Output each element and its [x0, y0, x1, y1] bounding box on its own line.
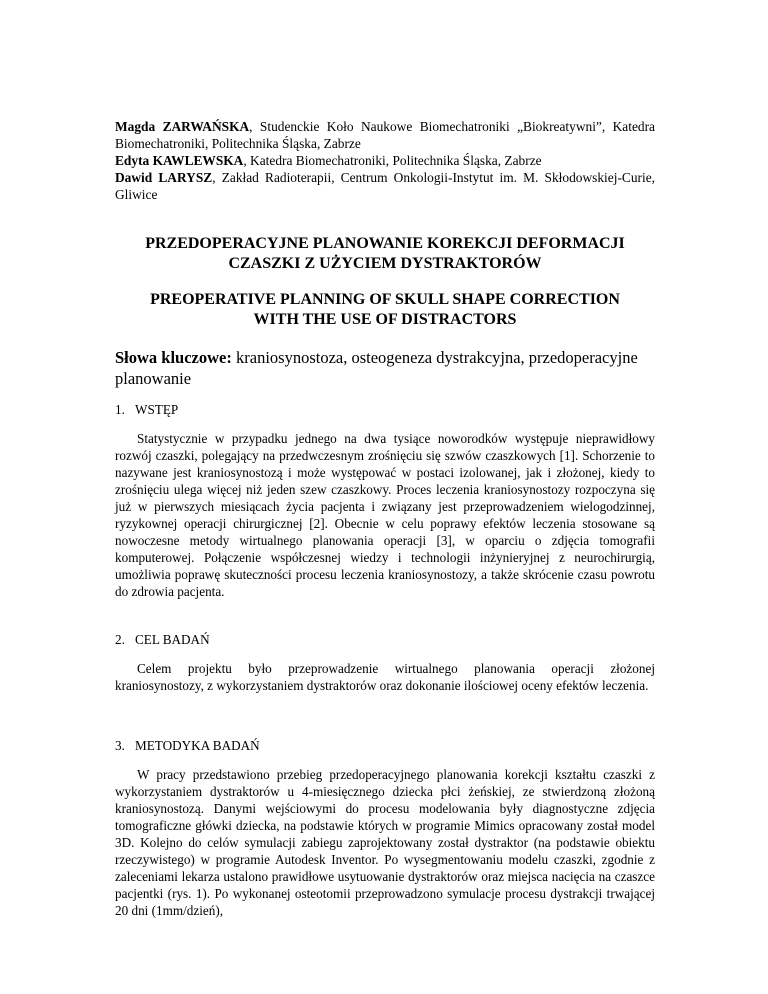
section-number: 1.: [115, 402, 125, 417]
author-name: Magda ZARWAŃSKA: [115, 119, 250, 134]
section-title: WSTĘP: [135, 402, 179, 417]
author-affiliation: , Zakład Radioterapii, Centrum Onkologii-Instytut im. M. Skłodowskiej-Curie, Gliwice: [115, 170, 655, 202]
author-name: Dawid LARYSZ: [115, 170, 213, 185]
author-list: [115, 118, 655, 203]
author-entry: [115, 169, 655, 203]
author-affiliation: , Katedra Biomechatroniki, Politechnika Śląska, Zabrze: [243, 153, 542, 168]
title-english: [100, 290, 670, 330]
section-body-methods: W pracy przedstawiono przebieg przedoperacyjnego planowania korekcji kształtu czaszki z wykorzystaniem dystraktorów u 4-miesięcznego dziecka płci żeńskiej, ze stwierdzoną złożoną kraniosynostozą. Danymi wejściowymi do procesu modelowania były diagnostyczne zdjęcia tomograficzne główki dziecka, na podstawie których w programie Mimics opracowany został model 3D. Kolejno do celów symulacji zabiegu zaprojektowany został dystraktor (na podstawie obiektu rzeczywistego) w programie Autodesk Inventor. Po wysegmentowaniu modelu czaszki, zgodnie z zaleceniami lekarza ustalono prawidłowe usytuowanie dystraktorów oraz miejsca nacięcia na czaszce pacjentki (rys. 1). Po wykonanej osteotomii przeprowadzono symulacje procesu dystrakcji trwającej 20 dni (1mm/dzień),: [115, 767, 655, 918]
author-affiliation: , Studenckie Koło Naukowe Biomechatroniki „Biokreatywni”, Katedra Biomechatroniki, Politechnika Śląska, Zabrze: [115, 119, 655, 151]
section-title: CEL BADAŃ: [135, 632, 210, 647]
keywords-label: Słowa kluczowe:: [115, 348, 232, 367]
section-heading-methods: [115, 738, 260, 754]
title-polish: [100, 234, 670, 274]
section-heading-aim: [115, 632, 210, 648]
section-body-aim: Celem projektu było przeprowadzenie wirtualnego planowania operacji złożonej kraniosynostozy, z wykorzystaniem dystraktorów oraz dokonanie ilościowej oceny efektów leczenia.: [115, 661, 655, 693]
section-title: METODYKA BADAŃ: [135, 738, 260, 753]
section-heading-intro: [115, 402, 178, 418]
author-entry: [115, 152, 655, 169]
section-number: 2.: [115, 632, 125, 647]
title-english-line-2: WITH THE USE OF DISTRACTORS: [253, 311, 517, 328]
section-body-intro: Statystycznie w przypadku jednego na dwa tysiące noworodków występuje nieprawidłowy rozwój czaszki, polegający na przedwczesnym zrośnięciu się szwów czaszkowych [1]. Schorzenie to nazywane jest kraniosynostozą i może występować w postaci izolowanej, jak i złożonej, kiedy to zrośnięciu ulega więcej niż jeden szew czaszkowy. Proces leczenia kraniosynostozy rozpoczyna się już w pierwszych miesiącach życia pacjenta i związany jest przeprowadzeniem wielogodzinnej, ryzykownej operacji chirurgicznej [2]. Obecnie w celu poprawy efektów leczenia stosowane są nowoczesne metody wirtualnego planowania operacji [3], w oparciu o zdjęcia tomografii komputerowej. Połączenie współczesnej wiedzy i technologii inżynieryjnej z neurochirurgią, umożliwia poprawę skuteczności procesu leczenia kraniosynostozy, a także skrócenie czasu powrotu do zdrowia pacjenta.: [115, 431, 655, 599]
title-english-line-1: PREOPERATIVE PLANNING OF SKULL SHAPE CORRECTION: [150, 291, 620, 308]
title-polish-line-2: CZASZKI Z UŻYCIEM DYSTRAKTORÓW: [228, 255, 542, 272]
keywords-text: kraniosynostoza, osteogeneza dystrakcyjna, przedoperacyjne planowanie: [115, 348, 638, 388]
keywords: [115, 347, 660, 389]
author-name: Edyta KAWLEWSKA: [115, 153, 244, 168]
author-entry: [115, 118, 655, 152]
section-number: 3.: [115, 738, 125, 753]
title-polish-line-1: PRZEDOPERACYJNE PLANOWANIE KOREKCJI DEFORMACJI: [145, 235, 625, 252]
